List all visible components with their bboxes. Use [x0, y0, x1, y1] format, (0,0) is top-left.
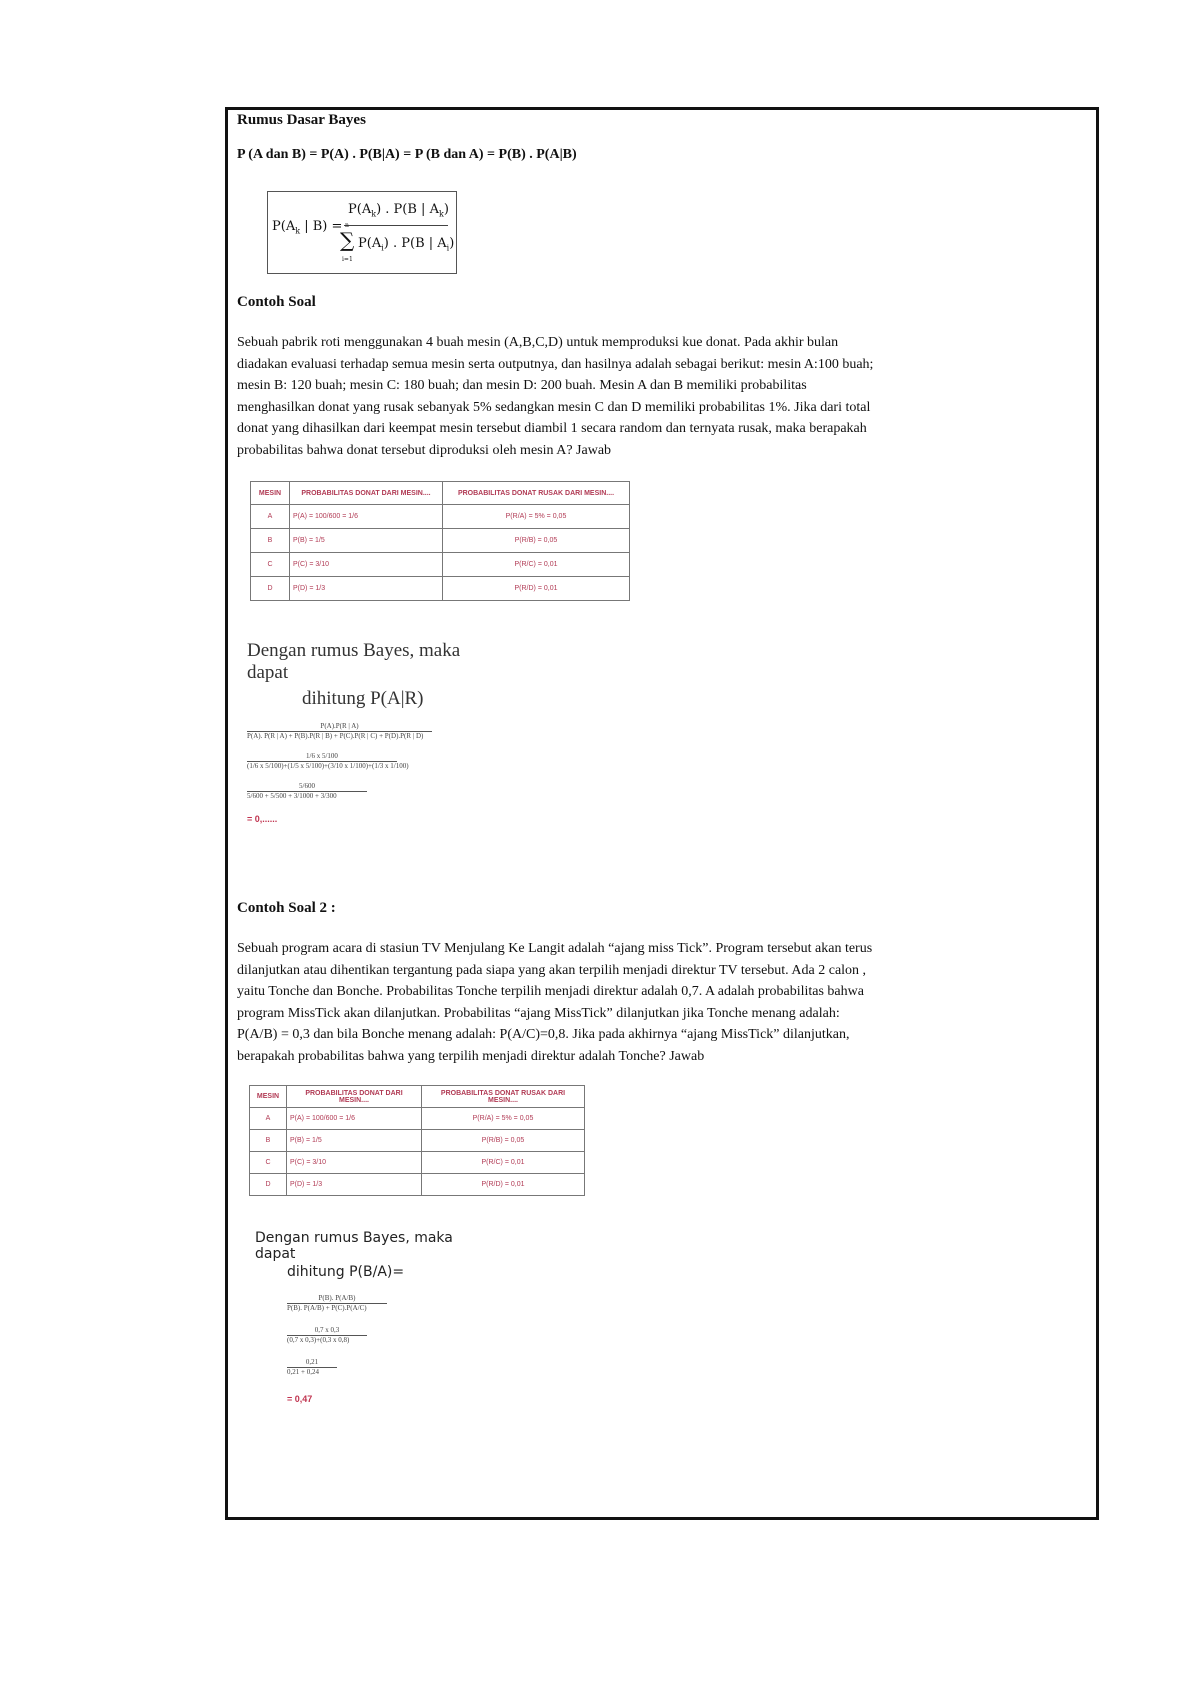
calc2-heading-2: dihitung P(B/A)=: [287, 1264, 405, 1280]
table-row: [250, 1152, 585, 1174]
table-cell: P(R/B) = 0,05: [422, 1130, 585, 1152]
paragraph-soal-2: [237, 938, 1082, 1067]
calc2-step2-num: 0,7 x 0,3: [314, 1326, 340, 1334]
formula-sum-symbol: ∑: [340, 228, 355, 252]
calc2-step3-den: 0,21 + 0,24: [287, 1368, 319, 1376]
formula-sum-top: n: [345, 222, 349, 229]
table-cell: B: [251, 529, 290, 553]
table-row: [251, 577, 630, 601]
calc2-step2-den: (0,7 x 0,3)+(0,3 x 0,8): [287, 1336, 350, 1344]
table-cell: P(D) = 1/3: [290, 577, 443, 601]
formula-lhs: $P(A_k$ | B) =: [272, 219, 343, 236]
table-cell: P(R/B) = 0,05: [443, 529, 630, 553]
calc1-heading-1: Dengan rumus Bayes, maka dapat: [247, 640, 461, 683]
paragraph-soal-1: [237, 332, 1082, 461]
table-cell: P(R/C) = 0,01: [443, 553, 630, 577]
table-row: [250, 1130, 585, 1152]
table-cell: P(C) = 3/10: [290, 553, 443, 577]
para2-line: program MissTick akan dilanjutkan. Probabilitas “ajang MissTick” dilanjutkan jika Tonche menang adalah:: [237, 1005, 840, 1021]
table-header-mesin: MESIN: [251, 482, 290, 505]
calc2-step3-num: 0,21: [305, 1358, 319, 1366]
document-frame: [225, 107, 1099, 1520]
table-cell: P(C) = 3/10: [287, 1152, 422, 1174]
table-cell: P(D) = 1/3: [287, 1174, 422, 1196]
table-cell: P(A) = 100/600 = 1/6: [287, 1108, 422, 1130]
calc2-result: = 0,47: [287, 1394, 313, 1404]
para1-line: mesin B: 120 buah; mesin C: 180 buah; dan mesin D: 200 buah. Mesin A dan B memiliki probabilitas: [237, 378, 807, 393]
table-cell: P(A) = 100/600 = 1/6: [290, 505, 443, 529]
section-title-contoh-soal-2: Contoh Soal 2 :: [237, 900, 336, 916]
formula-line: P (A dan B) = P(A) . P(B|A) = P (B dan A) = P(B) . P(A|B): [237, 147, 577, 162]
para1-line: probabilitas bahwa donat tersebut diproduksi oleh mesin A? Jawab: [237, 442, 612, 458]
calc1-step1-den: P(A). P(R | A) + P(B).P(R | B) + P(C).P(R | C) + P(D).P(R | D): [247, 732, 424, 740]
calc2-heading-1: Dengan rumus Bayes, maka dapat: [255, 1230, 453, 1262]
machine-probability-table-2: [249, 1085, 585, 1196]
table-header-mesin: MESIN: [250, 1086, 287, 1108]
bayes-calculation-2: [249, 1230, 479, 1404]
formula-fraction-bar: [344, 225, 448, 226]
table-cell: P(R/D) = 0,01: [443, 577, 630, 601]
calc1-step1-num: P(A).P(R | A): [320, 722, 359, 730]
para2-line: P(A/B) = 0,3 dan bila Bonche menang adalah: P(A/C)=0,8. Jika pada akhirnya “ajang MissTick” dilanjutkan,: [237, 1027, 850, 1042]
table-cell: D: [250, 1174, 287, 1196]
para2-line: dilanjutkan atau dihentikan tergantung pada siapa yang akan terpilih menjadi direktur TV tersebut. Ada 2 calon ,: [237, 962, 867, 978]
para1-line: diadakan evaluasi terhadap semua mesin serta outputnya, dan hasilnya adalah sebagai berikut: mesin A:100 buah;: [237, 356, 874, 372]
table-cell: D: [251, 577, 290, 601]
para1-line: menghasilkan donat yang rusak sebanyak 5% sedangkan mesin C dan D memiliki probabilitas 1%. Jika dari total: [237, 399, 871, 415]
machine-probability-table: [250, 481, 630, 601]
calc1-step2-den: (1/6 x 5/100)+(1/5 x 5/100)+(3/10 x 1/100)+(1/3 x 1/100): [247, 762, 409, 770]
table-cell: P(R/C) = 0,01: [422, 1152, 585, 1174]
calc2-step1-den: P(B). P(A/B) + P(C).P(A/C): [287, 1304, 367, 1312]
para2-line: Sebuah program acara di stasiun TV Menjulang Ke Langit adalah “ajang miss Tick”. Program tersebut akan terus: [237, 941, 873, 956]
formula-denominator: $P(A_i)$ . P(B | $A_i$): [358, 236, 455, 253]
table-cell: C: [251, 553, 290, 577]
table-header-prob: PROBABILITAS DONAT DARI MESIN....: [287, 1086, 422, 1108]
table-cell: C: [250, 1152, 287, 1174]
bayes-formula-box: [267, 191, 457, 274]
formula-sum-bottom: i=1: [342, 256, 353, 263]
table-cell: P(R/D) = 0,01: [422, 1174, 585, 1196]
table-cell: B: [250, 1130, 287, 1152]
para2-line: yaitu Tonche dan Bonche. Probabilitas Tonche terpilih menjadi direktur adalah 0,7. A adalah probabilitas bahwa: [237, 984, 864, 999]
calc1-step3-num: 5/600: [299, 782, 315, 790]
table-header-rusak: PROBABILITAS DONAT RUSAK DARI MESIN....: [422, 1086, 585, 1108]
table-cell: A: [251, 505, 290, 529]
section-title-contoh-soal: Contoh Soal: [237, 294, 316, 310]
table-row: [251, 505, 630, 529]
table-row: [250, 1174, 585, 1196]
table-header-prob: PROBABILITAS DONAT DARI MESIN....: [290, 482, 443, 505]
table-cell: P(B) = 1/5: [287, 1130, 422, 1152]
para1-line: donat yang dihasilkan dari keempat mesin tersebut diambil 1 secara random dan ternyata rusak, maka berapakah: [237, 421, 867, 436]
table-row: [250, 1108, 585, 1130]
calc1-step2-num: 1/6 x 5/100: [306, 752, 338, 760]
section-title-bayes: Rumus Dasar Bayes: [237, 112, 366, 128]
table-row: [251, 529, 630, 553]
formula-numerator: $P(A_k)$ . P(B | $A_k$): [348, 202, 449, 219]
table-cell: P(R/A) = 5% = 0,05: [422, 1108, 585, 1130]
bayes-calculation-1: [247, 640, 467, 824]
table-cell: A: [250, 1108, 287, 1130]
table-cell: P(B) = 1/5: [290, 529, 443, 553]
table-cell: P(R/A) = 5% = 0,05: [443, 505, 630, 529]
table-header-rusak: PROBABILITAS DONAT RUSAK DARI MESIN....: [443, 482, 630, 505]
para1-line: Sebuah pabrik roti menggunakan 4 buah mesin (A,B,C,D) untuk memproduksi kue donat. Pada akhir bulan: [237, 335, 839, 350]
calc1-result: = 0,......: [247, 814, 278, 824]
table-row: [251, 553, 630, 577]
calc2-step1-num: P(B). P(A/B): [318, 1294, 356, 1302]
calc1-step3-den: 5/600 + 5/500 + 3/1000 + 3/300: [247, 792, 337, 800]
para2-line: berapakah probabilitas bahwa yang terpilih menjadi direktur adalah Tonche? Jawab: [237, 1048, 705, 1064]
calc1-heading-2: dihitung P(A|R): [302, 688, 424, 709]
